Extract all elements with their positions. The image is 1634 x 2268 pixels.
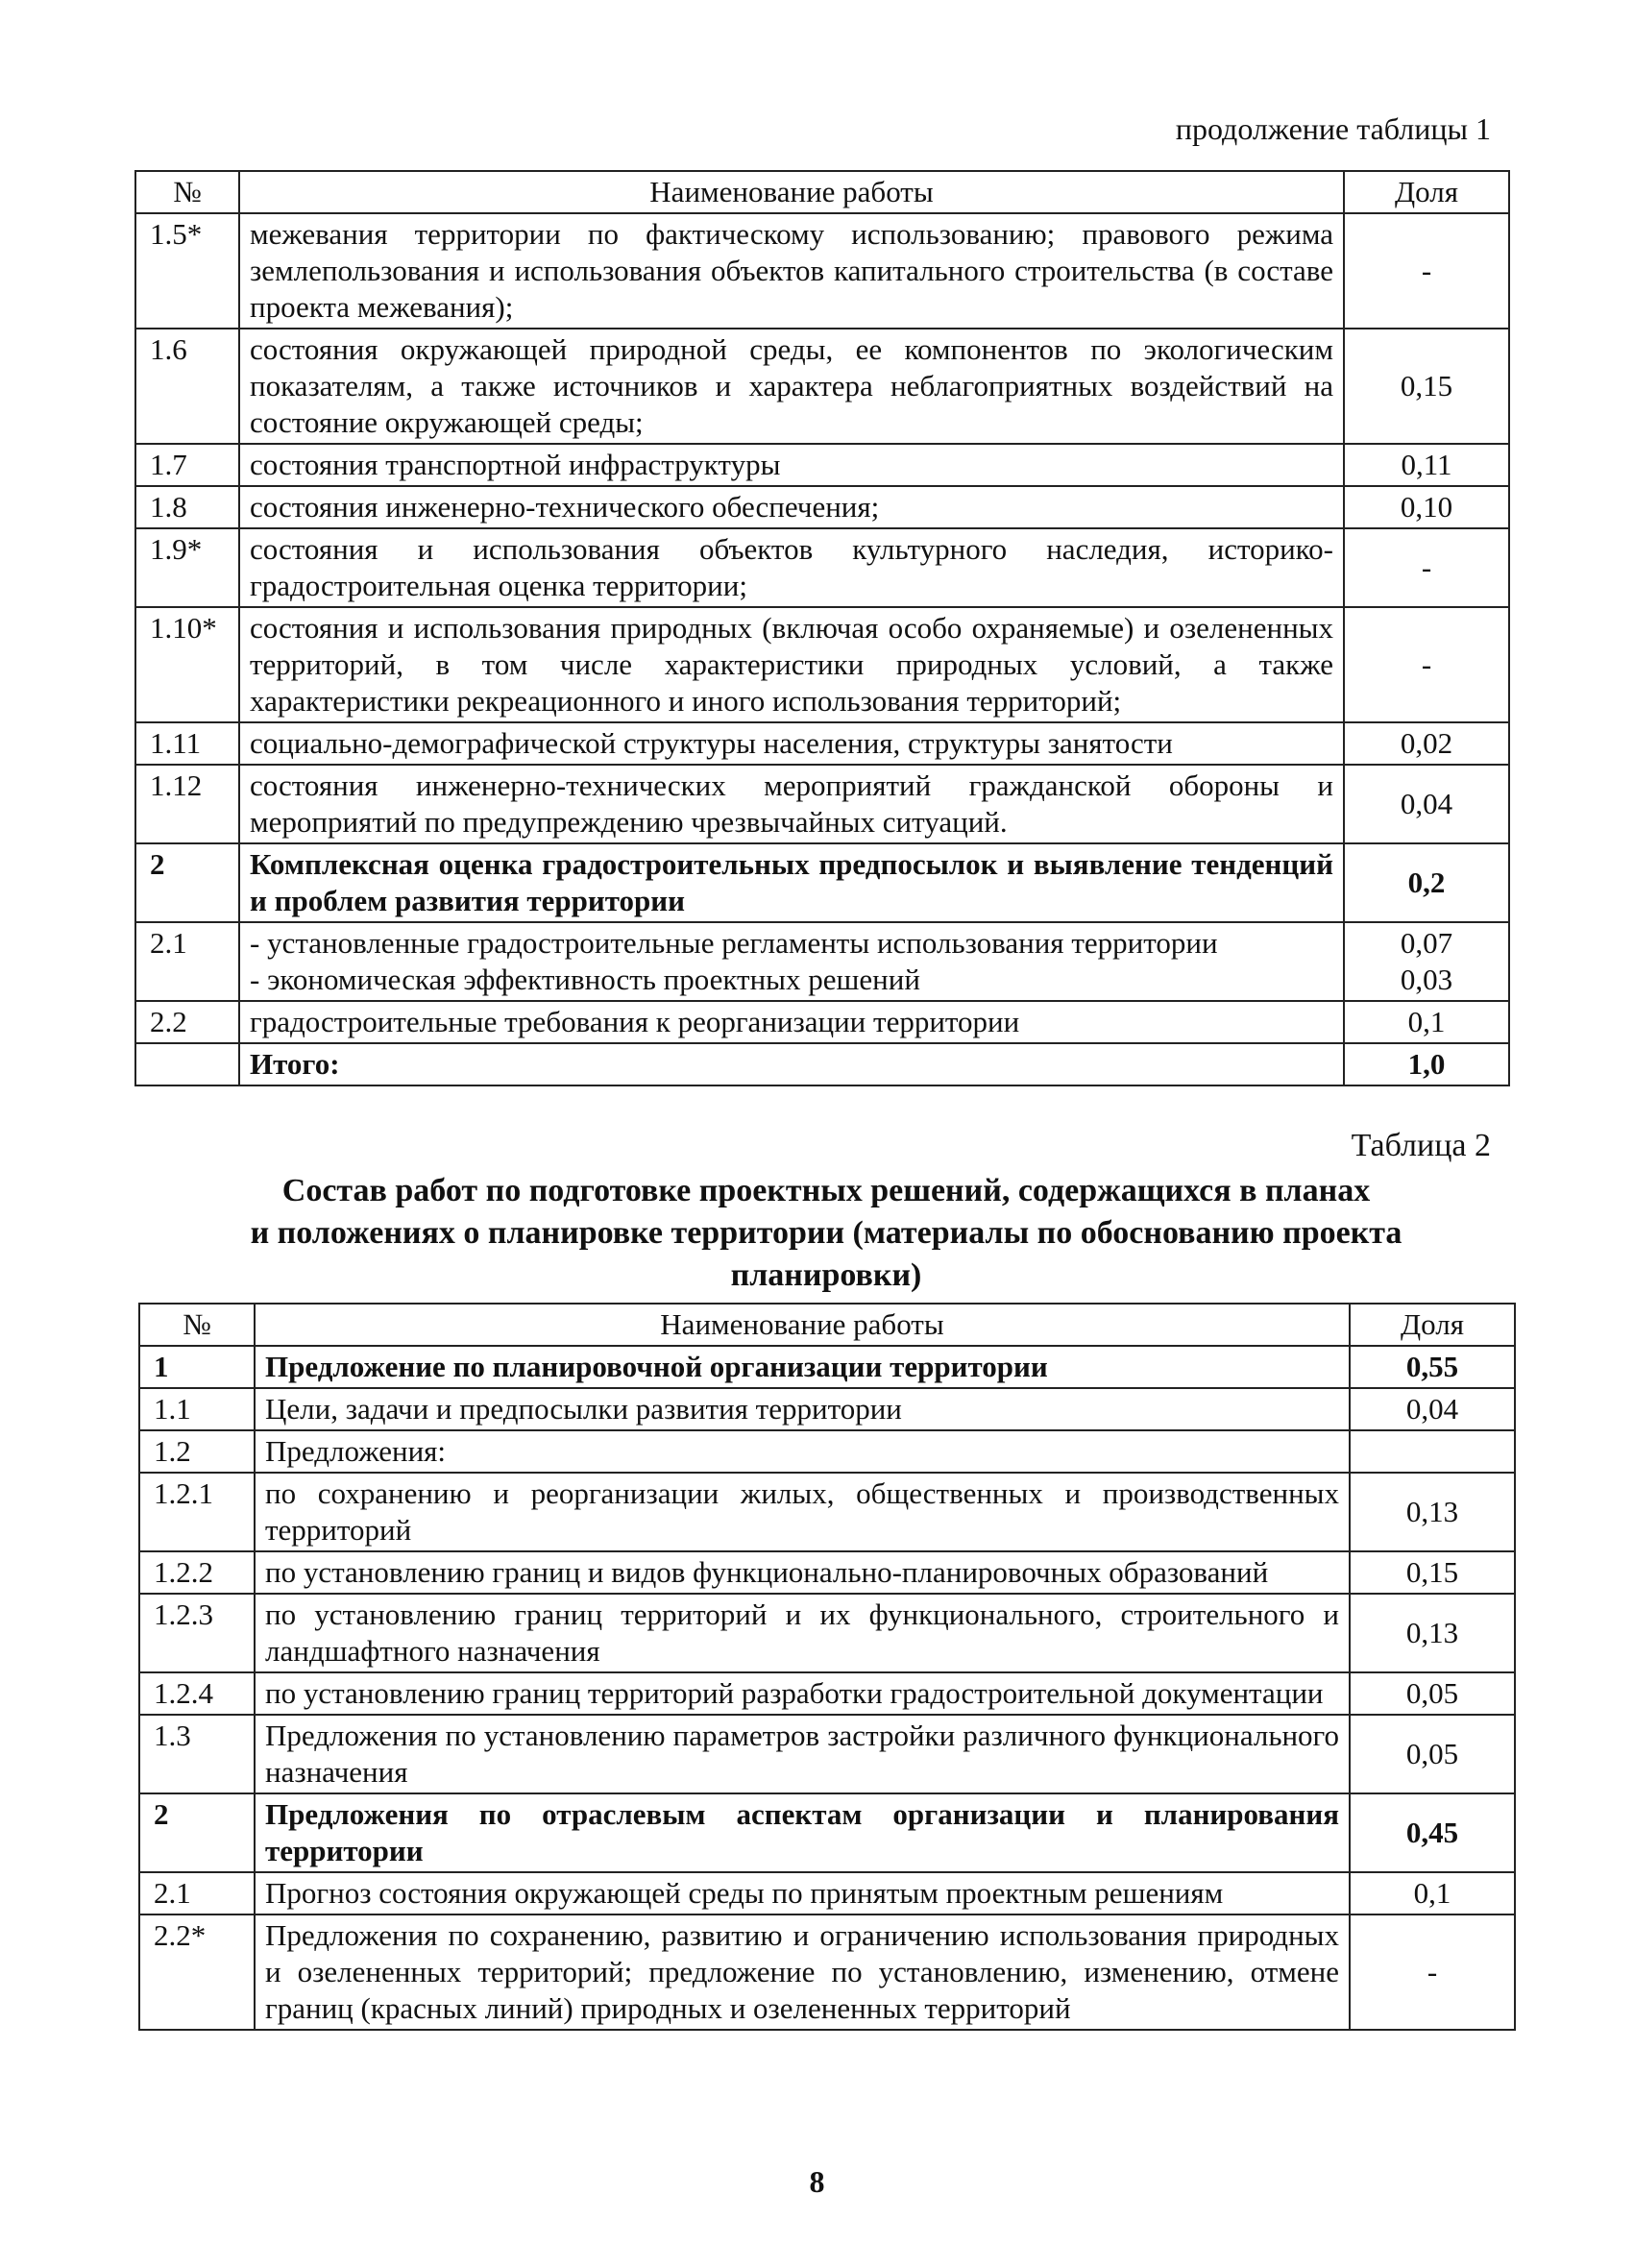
row-share: 0,05 bbox=[1350, 1715, 1515, 1793]
table-row bbox=[135, 213, 1509, 329]
row-share: 0,1 bbox=[1344, 1001, 1509, 1043]
table-row bbox=[139, 1715, 1515, 1793]
row-name: состояния и использования природных (включая особо охраняемые) и озелененных территорий, в том числе характеристики природных условий, а также характеристики рекреационного и иного использования территорий; bbox=[239, 607, 1344, 722]
row-share: 0,55 bbox=[1350, 1346, 1515, 1388]
row-num: 2.2 bbox=[135, 1001, 239, 1043]
row-num: 1.9* bbox=[135, 528, 239, 607]
table-row bbox=[135, 722, 1509, 765]
table1-total-row bbox=[135, 1043, 1509, 1085]
table2-header-num: № bbox=[139, 1304, 255, 1346]
table-row bbox=[139, 1672, 1515, 1715]
table-row bbox=[135, 329, 1509, 444]
table1-header-num: № bbox=[135, 171, 239, 213]
row-name: состояния инженерно-технического обеспечения; bbox=[239, 486, 1344, 528]
row-name: Предложения по сохранению, развитию и ограничению использования природных и озелененных территорий; предложение по установлению, изменению, отмене границ (красных линий) природных и озелененных территорий bbox=[255, 1914, 1350, 2030]
row-share: - bbox=[1344, 213, 1509, 329]
table2 bbox=[138, 1303, 1516, 2031]
table2-title-line: и положениях о планировке территории (материалы по обоснованию проекта bbox=[250, 1215, 1402, 1251]
row-share: 0,2 bbox=[1344, 843, 1509, 922]
row-share: 0,10 bbox=[1344, 486, 1509, 528]
row-num: 2 bbox=[135, 843, 239, 922]
table-row bbox=[139, 1872, 1515, 1914]
row-num: 1.2.3 bbox=[139, 1594, 255, 1672]
table-row bbox=[135, 607, 1509, 722]
row-share: 0,1 bbox=[1350, 1872, 1515, 1914]
row-name: состояния и использования объектов культурного наследия, историко-градостроительная оценка территории; bbox=[239, 528, 1344, 607]
row-name: Прогноз состояния окружающей среды по принятым проектным решениям bbox=[255, 1872, 1350, 1914]
row-num: 1.6 bbox=[135, 329, 239, 444]
page-number: 8 bbox=[809, 2164, 825, 2199]
row-num: 1.1 bbox=[139, 1388, 255, 1430]
table1 bbox=[134, 170, 1510, 1086]
row-name: по установлению границ территорий разработки градостроительной документации bbox=[255, 1672, 1350, 1715]
table2-title bbox=[183, 1170, 1470, 1297]
row-name: по установлению границ и видов функционально-планировочных образований bbox=[255, 1551, 1350, 1594]
row-num: 2 bbox=[139, 1793, 255, 1872]
table2-label: Таблица 2 bbox=[1351, 1128, 1491, 1163]
row-share: - bbox=[1344, 607, 1509, 722]
table2-header-name: Наименование работы bbox=[255, 1304, 1350, 1346]
row-num: 2.1 bbox=[135, 922, 239, 1001]
row-num: 1 bbox=[139, 1346, 255, 1388]
row-name: Цели, задачи и предпосылки развития территории bbox=[255, 1388, 1350, 1430]
row-num: 2.2* bbox=[139, 1914, 255, 2030]
row-share: 0,45 bbox=[1350, 1793, 1515, 1872]
row-num: 1.12 bbox=[135, 765, 239, 843]
row-name: состояния инженерно-технических мероприятий гражданской обороны и мероприятий по предупреждению чрезвычайных ситуаций. bbox=[239, 765, 1344, 843]
table2-title-line: планировки) bbox=[730, 1257, 922, 1293]
row-name: межевания территории по фактическому использованию; правового режима землепользования и использования объектов капитального строительства (в составе проекта межевания); bbox=[239, 213, 1344, 329]
row-share: - bbox=[1350, 1914, 1515, 2030]
row-share bbox=[1344, 922, 1509, 1001]
table1-header-row bbox=[135, 171, 1509, 213]
row-num: 1.3 bbox=[139, 1715, 255, 1793]
table-row bbox=[135, 528, 1509, 607]
row-num: 1.11 bbox=[135, 722, 239, 765]
row-name: социально-демографической структуры населения, структуры занятости bbox=[239, 722, 1344, 765]
row-name: по установлению границ территорий и их функционального, строительного и ландшафтного назначения bbox=[255, 1594, 1350, 1672]
table-row bbox=[139, 1594, 1515, 1672]
row-name: Предложение по планировочной организации территории bbox=[255, 1346, 1350, 1388]
row-num-empty bbox=[135, 1043, 239, 1085]
row-num: 1.8 bbox=[135, 486, 239, 528]
row-share: 0,13 bbox=[1350, 1594, 1515, 1672]
table2-title-line: Состав работ по подготовке проектных решений, содержащихся в планах bbox=[281, 1173, 1371, 1208]
total-share: 1,0 bbox=[1344, 1043, 1509, 1085]
table-row bbox=[139, 1793, 1515, 1872]
table-row bbox=[135, 486, 1509, 528]
row-share bbox=[1350, 1430, 1515, 1473]
row-num: 1.2.4 bbox=[139, 1672, 255, 1715]
row-num: 1.2 bbox=[139, 1430, 255, 1473]
table-row bbox=[139, 1388, 1515, 1430]
row-num: 1.2.1 bbox=[139, 1473, 255, 1551]
row-share: 0,05 bbox=[1350, 1672, 1515, 1715]
table-row bbox=[139, 1914, 1515, 2030]
row-name: Комплексная оценка градостроительных предпосылок и выявление тенденций и проблем развития территории bbox=[239, 843, 1344, 922]
table1-header-share: Доля bbox=[1344, 171, 1509, 213]
table1-continuation-caption: продолжение таблицы 1 bbox=[1175, 111, 1491, 146]
row-name: Предложения по отраслевым аспектам организации и планирования территории bbox=[255, 1793, 1350, 1872]
row-name: Предложения по установлению параметров застройки различного функционального назначения bbox=[255, 1715, 1350, 1793]
total-label: Итого: bbox=[239, 1043, 1344, 1085]
table-row bbox=[135, 444, 1509, 486]
table-row bbox=[135, 1001, 1509, 1043]
row-name-line: - установленные градостроительные регламенты использования территории bbox=[250, 926, 1218, 960]
row-share: 0,11 bbox=[1344, 444, 1509, 486]
row-num: 1.2.2 bbox=[139, 1551, 255, 1594]
row-share-value: 0,07 bbox=[1400, 926, 1453, 960]
row-share: 0,13 bbox=[1350, 1473, 1515, 1551]
row-share: 0,04 bbox=[1344, 765, 1509, 843]
row-share: - bbox=[1344, 528, 1509, 607]
table1-body bbox=[135, 213, 1509, 922]
row-name: Предложения: bbox=[255, 1430, 1350, 1473]
table2-header-row bbox=[139, 1304, 1515, 1346]
row-name: по сохранению и реорганизации жилых, общественных и производственных территорий bbox=[255, 1473, 1350, 1551]
table1-tail bbox=[135, 922, 1509, 1085]
row-num: 2.1 bbox=[139, 1872, 255, 1914]
row-num: 1.7 bbox=[135, 444, 239, 486]
row-num: 1.5* bbox=[135, 213, 239, 329]
table2-body bbox=[139, 1346, 1515, 2030]
table-row bbox=[139, 1346, 1515, 1388]
row-share: 0,04 bbox=[1350, 1388, 1515, 1430]
table1-header-name: Наименование работы bbox=[239, 171, 1344, 213]
row-name: состояния транспортной инфраструктуры bbox=[239, 444, 1344, 486]
row-name bbox=[239, 922, 1344, 1001]
table-row bbox=[139, 1430, 1515, 1473]
table-row bbox=[139, 1473, 1515, 1551]
row-name: градостроительные требования к реорганизации территории bbox=[239, 1001, 1344, 1043]
row-num: 1.10* bbox=[135, 607, 239, 722]
table-row bbox=[139, 1551, 1515, 1594]
row-share: 0,15 bbox=[1350, 1551, 1515, 1594]
row-share-value: 0,03 bbox=[1400, 963, 1453, 996]
table-row bbox=[135, 922, 1509, 1001]
table2-header-share: Доля bbox=[1350, 1304, 1515, 1346]
row-name: состояния окружающей природной среды, ее компонентов по экологическим показателям, а также источников и характера неблагоприятных воздействий на состояние окружающей среды; bbox=[239, 329, 1344, 444]
row-share: 0,02 bbox=[1344, 722, 1509, 765]
row-name-line: - экономическая эффективность проектных решений bbox=[250, 963, 920, 996]
table-row bbox=[135, 765, 1509, 843]
table-row bbox=[135, 843, 1509, 922]
row-share: 0,15 bbox=[1344, 329, 1509, 444]
